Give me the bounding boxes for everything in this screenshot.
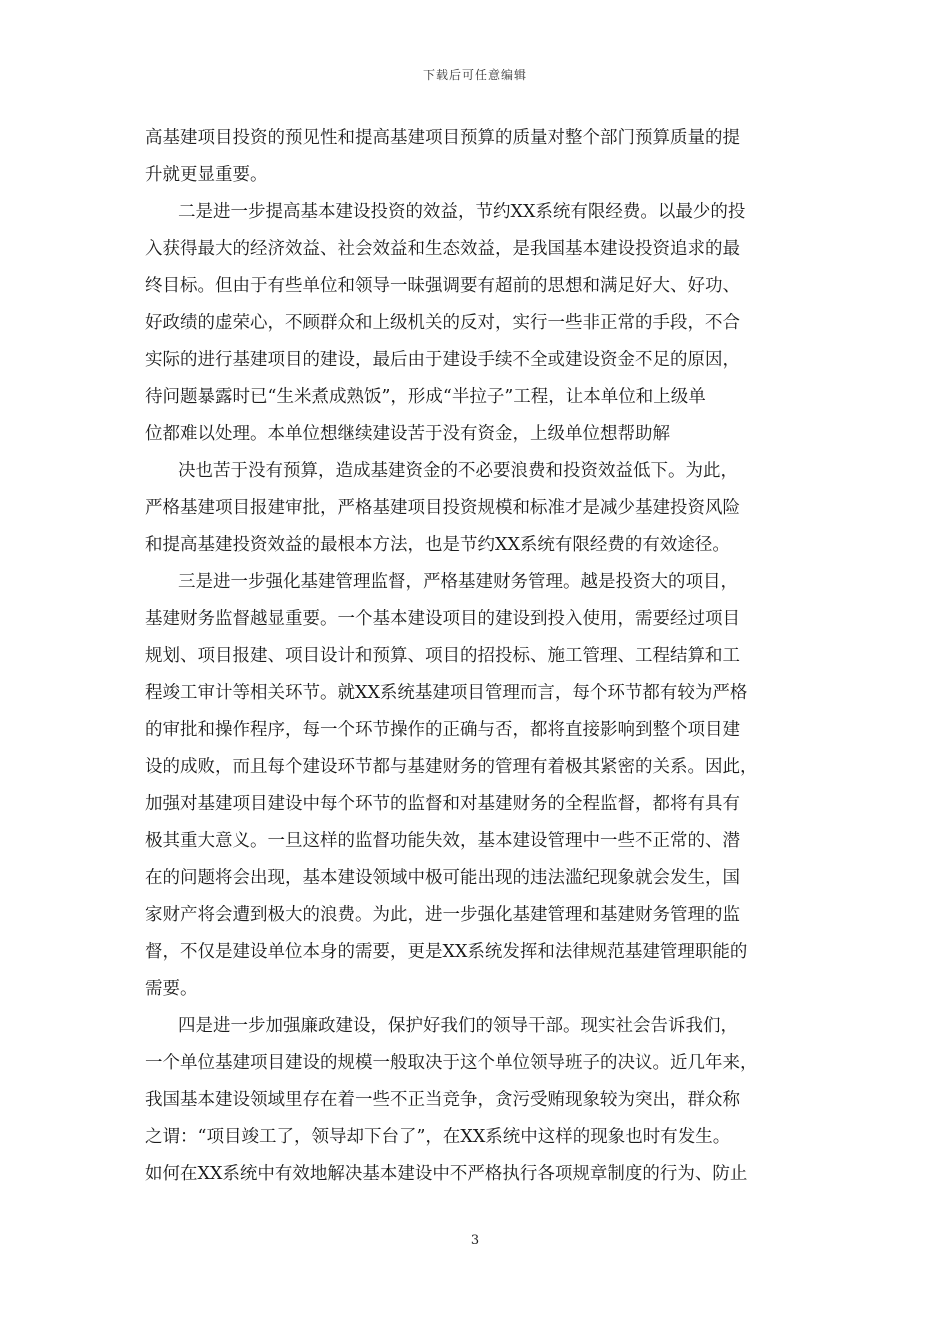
text-line: 三是进一步强化基建管理监督，严格基建财务管理。越是投资大的项目， <box>178 572 738 592</box>
page-number: 3 <box>470 1233 480 1248</box>
text-line: 升就更显重要。 <box>145 165 268 185</box>
text-line: 规划、项目报建、项目设计和预算、项目的招投标、施工管理、工程结算和工 <box>145 646 740 666</box>
text-line: 极其重大意义。一旦这样的监督功能失效，基本建设管理中一些不正常的、潜 <box>145 831 740 851</box>
text-line: 在的问题将会出现，基本建设领域中极可能出现的违法滥纪现象就会发生，国 <box>145 868 740 888</box>
text-line: 设的成败，而且每个建设环节都与基建财务的管理有着极其紧密的关系。因此， <box>145 757 758 777</box>
text-line: 实际的进行基建项目的建设，最后由于建设手续不全或建设资金不足的原因， <box>145 350 740 370</box>
text-line: 家财产将会遭到极大的浪费。为此，进一步强化基建管理和基建财务管理的监 <box>145 905 740 925</box>
text-line: 严格基建项目报建审批，严格基建项目投资规模和标准才是减少基建投资风险 <box>145 498 740 518</box>
page-header-note: 下载后可任意编辑 <box>422 68 527 82</box>
text-line: 位都难以处理。本单位想继续建设苦于没有资金，上级单位想帮助解 <box>145 424 670 444</box>
text-line: 高基建项目投资的预见性和提高基建项目预算的质量对整个部门预算质量的提 <box>145 128 740 148</box>
text-line: 好政绩的虚荣心，不顾群众和上级机关的反对，实行一些非正常的手段，不合 <box>145 313 740 333</box>
text-line: 基建财务监督越显重要。一个基本建设项目的建设到投入使用，需要经过项目 <box>145 609 740 629</box>
text-line: 之谓：“项目竣工了，领导却下台了”，在XX系统中这样的现象也时有发生。 <box>145 1127 731 1147</box>
text-line: 加强对基建项目建设中每个环节的监督和对基建财务的全程监督，都将有具有 <box>145 794 740 814</box>
document-body <box>145 120 813 1193</box>
text-line: 四是进一步加强廉政建设，保护好我们的领导干部。现实社会告诉我们， <box>178 1016 738 1036</box>
text-line: 二是进一步提高基本建设投资的效益，节约XX系统有限经费。以最少的投 <box>178 202 746 222</box>
text-line: 终目标。但由于有些单位和领导一昧强调要有超前的思想和满足好大、好功、 <box>145 276 740 296</box>
text-line: 和提高基建投资效益的最根本方法，也是节约XX系统有限经费的有效途径。 <box>145 535 730 555</box>
text-line: 决也苦于没有预算，造成基建资金的不必要浪费和投资效益低下。为此， <box>178 461 738 481</box>
text-line: 的审批和操作程序，每一个环节操作的正确与否，都将直接影响到整个项目建 <box>145 720 740 740</box>
text-line: 一个单位基建项目建设的规模一般取决于这个单位领导班子的决议。近几年来， <box>145 1053 758 1073</box>
text-line: 督，不仅是建设单位本身的需要，更是XX系统发挥和法律规范基建管理职能的 <box>145 942 748 962</box>
text-line: 如何在XX系统中有效地解决基本建设中不严格执行各项规章制度的行为、防止 <box>145 1164 748 1184</box>
text-line: 入获得最大的经济效益、社会效益和生态效益，是我国基本建设投资追求的最 <box>145 239 740 259</box>
text-line: 程竣工审计等相关环节。就XX系统基建项目管理而言，每个环节都有较为严格 <box>145 683 748 703</box>
text-line: 我国基本建设领域里存在着一些不正当竞争，贪污受贿现象较为突出，群众称 <box>145 1090 740 1110</box>
text-line: 需要。 <box>145 979 198 999</box>
text-line: 待问题暴露时已“生米煮成熟饭”，形成“半拉子”工程，让本单位和上级单 <box>145 387 706 407</box>
